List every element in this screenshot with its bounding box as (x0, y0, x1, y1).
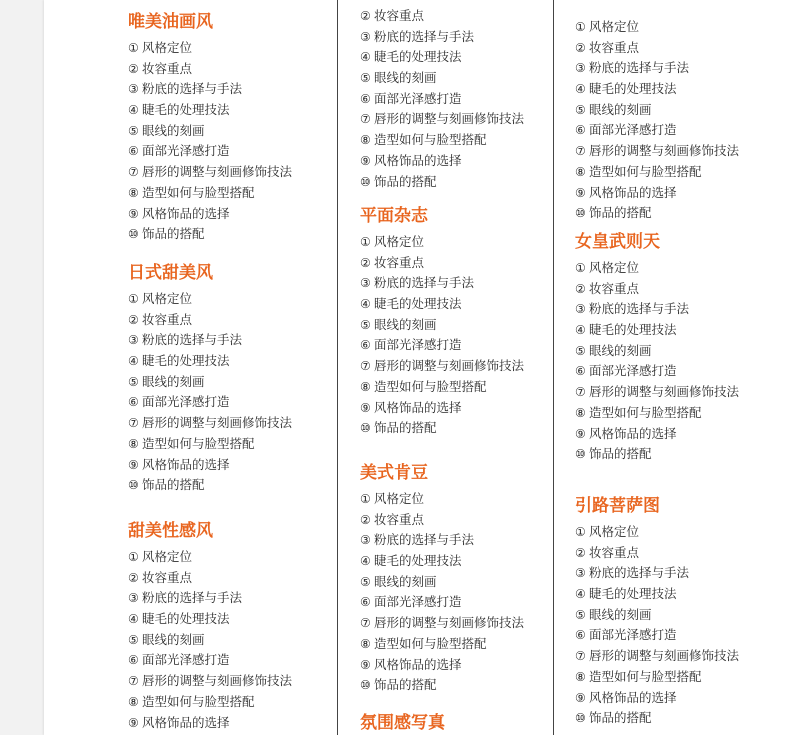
list-item (360, 294, 524, 315)
list-item (360, 68, 524, 89)
item-number: ① (360, 492, 371, 506)
style-section (360, 712, 445, 735)
item-number: ⑤ (128, 374, 139, 389)
list-item (128, 289, 292, 310)
list-item (575, 162, 739, 183)
item-text: 面部光泽感打造 (142, 652, 230, 668)
item-text: 眼线的刻画 (142, 373, 205, 389)
item-number: ② (128, 570, 139, 585)
item-number: ⑤ (360, 71, 371, 86)
item-number: ⑧ (575, 669, 586, 684)
section-title: 日式甜美风 (128, 263, 213, 283)
item-text: 唇形的调整与刻画修饰技法 (142, 415, 293, 431)
item-text: 造型如何与脸型搭配 (589, 163, 702, 179)
section-title: 女皇武则天 (575, 232, 660, 252)
item-number: ④ (128, 354, 139, 369)
item-number: ③ (360, 533, 371, 548)
item-number: ② (575, 545, 586, 560)
item-number: ⑧ (575, 164, 586, 179)
item-text: 唇形的调整与刻画修饰技法 (374, 358, 525, 374)
list-item (360, 27, 524, 48)
list-item (128, 79, 292, 100)
list-item (575, 708, 739, 729)
item-number: ② (128, 61, 139, 76)
list-item (128, 455, 292, 476)
item-number: ⑨ (360, 657, 371, 672)
list-item (575, 382, 739, 403)
item-text: 睫毛的处理技法 (589, 322, 677, 338)
item-number: ⑧ (360, 379, 371, 394)
item-number: ⑥ (128, 653, 139, 668)
item-text: 唇形的调整与刻画修饰技法 (142, 673, 293, 689)
list-item (575, 341, 739, 362)
item-number: ⑥ (575, 364, 586, 379)
item-number: ⑨ (360, 153, 371, 168)
style-section (360, 0, 524, 192)
item-text: 饰品的搭配 (589, 710, 652, 726)
item-number: ⑩ (360, 421, 371, 436)
item-number: ⑨ (575, 690, 586, 705)
item-number: ⑤ (575, 102, 586, 117)
section-title (360, 0, 524, 1)
section-title (575, 0, 739, 12)
item-text: 粉底的选择与手法 (374, 532, 475, 548)
list-item (360, 47, 524, 68)
item-text: 妆容重点 (142, 569, 193, 585)
list-item (360, 232, 524, 253)
item-number: ① (128, 41, 139, 55)
item-number: ④ (360, 50, 371, 65)
list-item (128, 588, 292, 609)
item-number: ⑧ (360, 133, 371, 148)
item-text: 风格定位 (374, 234, 425, 249)
style-section (575, 231, 739, 465)
item-number: ① (128, 292, 139, 306)
list-item (128, 671, 292, 692)
list-item (575, 625, 739, 646)
item-number: ① (128, 550, 139, 564)
item-text: 唇形的调整与刻画修饰技法 (142, 164, 293, 180)
list-item (575, 79, 739, 100)
list-item (360, 613, 524, 634)
list-item (360, 675, 524, 696)
item-number: ⑥ (360, 338, 371, 353)
item-text: 造型如何与脸型搭配 (374, 378, 487, 394)
list-item (575, 279, 739, 300)
item-number: ⑤ (360, 574, 371, 589)
item-text: 唇形的调整与刻画修饰技法 (589, 648, 740, 664)
list-item (575, 646, 739, 667)
item-text: 风格饰品的选择 (142, 456, 230, 472)
column-divider (553, 0, 554, 735)
item-text: 面部光泽感打造 (142, 394, 230, 410)
list-item (128, 692, 292, 713)
item-number: ⑥ (128, 144, 139, 159)
item-number: ② (360, 9, 371, 23)
item-text: 眼线的刻画 (589, 101, 652, 117)
list-item (360, 489, 524, 510)
list-item (575, 58, 739, 79)
document-page (44, 0, 800, 735)
item-text: 粉底的选择与手法 (142, 590, 243, 606)
item-text: 睫毛的处理技法 (374, 296, 462, 312)
item-number: ⑨ (128, 206, 139, 221)
item-text: 面部光泽感打造 (589, 363, 677, 379)
list-item (575, 667, 739, 688)
item-text: 睫毛的处理技法 (589, 586, 677, 602)
list-item (128, 38, 292, 59)
list-item (575, 563, 739, 584)
item-text: 妆容重点 (374, 8, 425, 23)
list-item (575, 17, 739, 38)
item-number: ⑦ (128, 416, 139, 431)
list-item (575, 120, 739, 141)
item-text: 妆容重点 (589, 280, 640, 296)
item-number: ⑥ (360, 595, 371, 610)
list-item (128, 183, 292, 204)
item-number: ③ (128, 591, 139, 606)
item-text: 眼线的刻画 (374, 573, 437, 589)
item-number: ⑧ (128, 694, 139, 709)
list-item (360, 151, 524, 172)
item-number: ③ (360, 29, 371, 44)
item-text: 眼线的刻画 (374, 70, 437, 86)
item-text: 风格饰品的选择 (142, 714, 230, 730)
list-item (128, 310, 292, 331)
item-number: ④ (575, 323, 586, 338)
list-item (128, 351, 292, 372)
item-text: 造型如何与脸型搭配 (142, 184, 255, 200)
item-number: ⑦ (360, 112, 371, 127)
section-item-list (575, 258, 739, 465)
item-text: 粉底的选择与手法 (589, 301, 690, 317)
item-text: 睫毛的处理技法 (142, 353, 230, 369)
item-number: ⑨ (128, 715, 139, 730)
list-item (128, 141, 292, 162)
item-text: 妆容重点 (142, 311, 193, 327)
list-item (360, 510, 524, 531)
item-text: 饰品的搭配 (589, 446, 652, 462)
item-number: ⑤ (575, 343, 586, 358)
item-number: ⑥ (128, 395, 139, 410)
list-item (360, 89, 524, 110)
style-section (360, 205, 524, 439)
item-number: ⑩ (360, 174, 371, 189)
item-text: 风格定位 (374, 491, 425, 506)
item-number: ③ (575, 566, 586, 581)
item-text: 唇形的调整与刻画修饰技法 (589, 384, 740, 400)
item-text: 面部光泽感打造 (374, 337, 462, 353)
item-number: ③ (360, 276, 371, 291)
item-number: ⑥ (575, 123, 586, 138)
list-item (360, 172, 524, 193)
item-number: ③ (575, 302, 586, 317)
item-number: ② (360, 255, 371, 270)
item-text: 饰品的搭配 (142, 226, 205, 242)
list-item (128, 713, 292, 734)
item-number: ⑦ (128, 674, 139, 689)
list-item (128, 330, 292, 351)
item-text: 风格定位 (142, 549, 193, 564)
item-number: ⑩ (128, 227, 139, 242)
list-item (128, 413, 292, 434)
item-number: ④ (128, 103, 139, 118)
item-number: ⑥ (360, 91, 371, 106)
item-number: ⑤ (128, 123, 139, 138)
list-item (575, 38, 739, 59)
item-text: 风格饰品的选择 (589, 425, 677, 441)
item-number: ② (128, 312, 139, 327)
list-item (360, 418, 524, 439)
item-number: ④ (575, 587, 586, 602)
item-text: 造型如何与脸型搭配 (142, 693, 255, 709)
list-item (575, 203, 739, 224)
item-text: 面部光泽感打造 (142, 143, 230, 159)
item-text: 眼线的刻画 (589, 606, 652, 622)
list-item (128, 100, 292, 121)
item-number: ⑨ (575, 426, 586, 441)
item-number: ⑤ (128, 632, 139, 647)
style-section (575, 0, 739, 224)
item-number: ⑧ (128, 436, 139, 451)
item-text: 风格定位 (589, 19, 640, 34)
section-item-list (360, 232, 524, 439)
item-text: 妆容重点 (589, 544, 640, 560)
item-text: 饰品的搭配 (589, 205, 652, 221)
item-text: 风格定位 (142, 40, 193, 55)
list-item (360, 273, 524, 294)
style-section (360, 462, 524, 696)
section-title: 氛围感写真 (360, 713, 445, 733)
item-text: 面部光泽感打造 (374, 594, 462, 610)
list-item (575, 688, 739, 709)
item-text: 眼线的刻画 (589, 342, 652, 358)
item-text: 妆容重点 (589, 39, 640, 55)
item-number: ⑧ (360, 636, 371, 651)
item-number: ② (575, 281, 586, 296)
item-text: 妆容重点 (142, 60, 193, 76)
item-number: ① (575, 261, 586, 275)
item-number: ⑥ (575, 628, 586, 643)
style-section (128, 11, 292, 245)
item-number: ② (360, 512, 371, 527)
list-item (575, 522, 739, 543)
list-item (360, 572, 524, 593)
list-item (128, 475, 292, 496)
list-item (575, 299, 739, 320)
item-number: ③ (575, 61, 586, 76)
list-item (128, 609, 292, 630)
item-text: 风格定位 (589, 260, 640, 275)
list-item (360, 530, 524, 551)
item-text: 睫毛的处理技法 (589, 81, 677, 97)
item-text: 睫毛的处理技法 (142, 102, 230, 118)
item-number: ⑨ (360, 400, 371, 415)
item-text: 造型如何与脸型搭配 (589, 668, 702, 684)
list-item (128, 59, 292, 80)
list-item (128, 372, 292, 393)
list-item (128, 392, 292, 413)
item-text: 面部光泽感打造 (589, 122, 677, 138)
item-text: 唇形的调整与刻画修饰技法 (589, 143, 740, 159)
list-item (575, 605, 739, 626)
style-section (128, 520, 292, 733)
list-item (575, 403, 739, 424)
column-divider (337, 0, 338, 735)
section-item-list (360, 489, 524, 696)
list-item (128, 650, 292, 671)
item-text: 风格定位 (589, 524, 640, 539)
section-title: 甜美性感风 (128, 521, 213, 541)
item-text: 风格饰品的选择 (374, 656, 462, 672)
list-item (360, 551, 524, 572)
list-item (360, 592, 524, 613)
list-item (360, 335, 524, 356)
item-number: ② (575, 40, 586, 55)
item-number: ⑩ (360, 678, 371, 693)
style-section (128, 262, 292, 496)
list-item (575, 258, 739, 279)
section-item-list (128, 289, 292, 496)
item-text: 唇形的调整与刻画修饰技法 (374, 615, 525, 631)
item-number: ① (575, 525, 586, 539)
item-text: 粉底的选择与手法 (374, 275, 475, 291)
item-number: ④ (360, 554, 371, 569)
list-item (128, 121, 292, 142)
list-item (575, 584, 739, 605)
item-number: ⑦ (128, 165, 139, 180)
list-item (575, 543, 739, 564)
item-text: 风格定位 (142, 291, 193, 306)
list-item (575, 183, 739, 204)
item-text: 粉底的选择与手法 (589, 60, 690, 76)
item-text: 面部光泽感打造 (589, 627, 677, 643)
item-text: 粉底的选择与手法 (374, 28, 475, 44)
item-text: 风格饰品的选择 (142, 205, 230, 221)
item-text: 饰品的搭配 (374, 173, 437, 189)
item-number: ④ (360, 297, 371, 312)
item-text: 造型如何与脸型搭配 (589, 404, 702, 420)
item-number: ⑩ (575, 711, 586, 726)
section-title: 唯美油画风 (128, 12, 213, 32)
item-number: ⑤ (360, 317, 371, 332)
item-number: ④ (575, 82, 586, 97)
list-item (360, 253, 524, 274)
item-number: ④ (128, 612, 139, 627)
item-text: 风格饰品的选择 (374, 399, 462, 415)
section-item-list (128, 547, 292, 733)
section-item-list (128, 38, 292, 245)
item-number: ⑨ (575, 185, 586, 200)
item-text: 风格饰品的选择 (589, 184, 677, 200)
item-text: 唇形的调整与刻画修饰技法 (374, 111, 525, 127)
item-number: ⑤ (575, 607, 586, 622)
list-item (575, 424, 739, 445)
item-text: 造型如何与脸型搭配 (142, 435, 255, 451)
section-title: 引路菩萨图 (575, 496, 660, 516)
list-item (128, 204, 292, 225)
list-item (128, 162, 292, 183)
item-text: 睫毛的处理技法 (374, 553, 462, 569)
list-item (575, 100, 739, 121)
item-number: ⑨ (128, 457, 139, 472)
list-item (360, 356, 524, 377)
section-item-list (575, 17, 739, 224)
item-text: 妆容重点 (374, 254, 425, 270)
list-item (128, 547, 292, 568)
list-item (360, 655, 524, 676)
item-number: ③ (128, 333, 139, 348)
item-text: 睫毛的处理技法 (374, 49, 462, 65)
style-section (575, 495, 739, 729)
item-number: ⑩ (575, 206, 586, 221)
item-text: 妆容重点 (374, 511, 425, 527)
item-number: ⑧ (575, 405, 586, 420)
list-item (360, 109, 524, 130)
list-item (360, 377, 524, 398)
item-text: 饰品的搭配 (142, 477, 205, 493)
list-item (360, 634, 524, 655)
item-text: 饰品的搭配 (374, 420, 437, 436)
list-item (360, 398, 524, 419)
item-text: 眼线的刻画 (374, 316, 437, 332)
list-item (575, 320, 739, 341)
item-text: 粉底的选择与手法 (142, 332, 243, 348)
list-item (128, 434, 292, 455)
item-number: ③ (128, 82, 139, 97)
item-text: 粉底的选择与手法 (589, 565, 690, 581)
item-number: ⑦ (360, 616, 371, 631)
item-text: 粉底的选择与手法 (142, 81, 243, 97)
section-item-list (575, 522, 739, 729)
item-number: ⑧ (128, 185, 139, 200)
section-title: 美式肯豆 (360, 463, 428, 483)
item-number: ⑩ (575, 447, 586, 462)
list-item (128, 568, 292, 589)
item-text: 睫毛的处理技法 (142, 611, 230, 627)
item-text: 风格饰品的选择 (374, 152, 462, 168)
item-number: ⑩ (128, 478, 139, 493)
section-title: 平面杂志 (360, 206, 428, 226)
item-number: ⑦ (575, 385, 586, 400)
item-number: ① (360, 235, 371, 249)
list-item (360, 130, 524, 151)
item-text: 面部光泽感打造 (374, 90, 462, 106)
item-number: ⑦ (575, 649, 586, 664)
list-item (575, 361, 739, 382)
item-number: ① (575, 20, 586, 34)
item-text: 造型如何与脸型搭配 (374, 132, 487, 148)
item-text: 风格饰品的选择 (589, 689, 677, 705)
list-item (360, 6, 524, 27)
list-item (575, 141, 739, 162)
item-text: 造型如何与脸型搭配 (374, 635, 487, 651)
list-item (128, 224, 292, 245)
item-text: 眼线的刻画 (142, 122, 205, 138)
item-number: ⑦ (360, 359, 371, 374)
item-number: ⑦ (575, 144, 586, 159)
item-text: 眼线的刻画 (142, 631, 205, 647)
list-item (128, 630, 292, 651)
item-text: 饰品的搭配 (374, 677, 437, 693)
list-item (575, 444, 739, 465)
section-item-list (360, 6, 524, 192)
list-item (360, 315, 524, 336)
